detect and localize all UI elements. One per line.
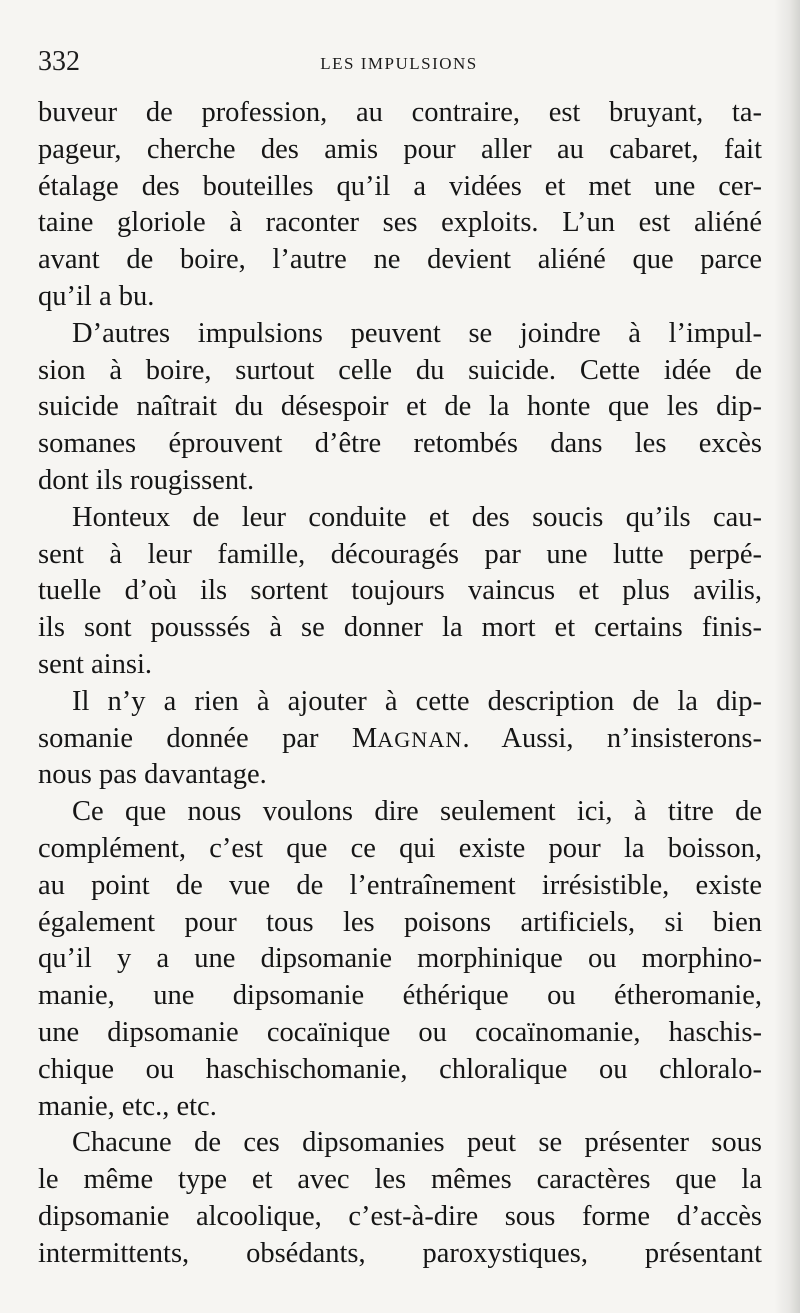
text-line: somanes éprouvent d’être retombés dans les excès bbox=[38, 428, 762, 460]
text-line: étalage des bouteilles qu’il a vidées et met une cer- bbox=[38, 170, 762, 202]
text-line-with-author bbox=[38, 721, 762, 758]
text-line: au point de vue de l’entraînement irrésistible, existe bbox=[38, 869, 762, 901]
text-line: complément, c’est que ce qui existe pour la boisson, bbox=[38, 832, 762, 864]
text-line: sent ainsi. bbox=[38, 648, 152, 680]
text-line: Il n’y a rien à ajouter à cette description de la dip- bbox=[72, 685, 762, 717]
text-line: chique ou haschischomanie, chloralique ou chloralo- bbox=[38, 1053, 762, 1085]
running-title: LES IMPULSIONS bbox=[320, 54, 478, 73]
text-line: le même type et avec les mêmes caractères que la bbox=[38, 1164, 762, 1196]
text-line: pageur, cherche des amis pour aller au cabaret, fait bbox=[38, 133, 762, 165]
text-line: une dipsomanie cocaïnique ou cocaïnomanie, haschis- bbox=[38, 1016, 762, 1048]
text-line: qu’il y a une dipsomanie morphinique ou morphino- bbox=[38, 943, 762, 975]
text-line: nous pas davantage. bbox=[38, 759, 267, 791]
text-line: Ce que nous voulons dire seulement ici, à titre de bbox=[72, 796, 762, 828]
author-name-smallcaps: AGNAN bbox=[377, 726, 463, 752]
text-line: dipsomanie alcoolique, c’est-à-dire sous forme d’accès bbox=[38, 1200, 762, 1232]
text-line: tuelle d’où ils sortent toujours vaincus et plus avilis, bbox=[38, 575, 762, 607]
text-line: avant de boire, l’autre ne devient aliéné que parce bbox=[38, 244, 762, 276]
page-edge-shadow bbox=[774, 0, 800, 1313]
text-fragment: . Aussi, n’insisterons- bbox=[462, 722, 762, 754]
author-name-initial: M bbox=[351, 722, 378, 754]
text-line: intermittents, obsédants, paroxystiques, présentant bbox=[38, 1237, 762, 1269]
text-line: D’autres impulsions peuvent se joindre à l’impul- bbox=[72, 317, 762, 349]
text-fragment: somanie donnée par bbox=[38, 722, 352, 754]
text-line: Chacune de ces dipsomanies peut se présenter sous bbox=[72, 1127, 762, 1159]
text-line: sion à boire, surtout celle du suicide. Cette idée de bbox=[38, 354, 762, 386]
text-line: sent à leur famille, découragés par une lutte perpé- bbox=[38, 538, 762, 570]
text-line: manie, une dipsomanie éthérique ou étheromanie, bbox=[38, 980, 762, 1012]
page-number: 332 bbox=[38, 46, 80, 77]
text-line: manie, etc., etc. bbox=[38, 1090, 217, 1122]
text-line: ils sont pousssés à se donner la mort et certains finis- bbox=[38, 612, 762, 644]
text-line: buveur de profession, au contraire, est bruyant, ta- bbox=[38, 97, 762, 128]
text-line: suicide naîtrait du désespoir et de la honte que les dip- bbox=[38, 391, 762, 423]
text-line: qu’il a bu. bbox=[38, 280, 155, 312]
text-line: taine gloriole à raconter ses exploits. L’un est aliéné bbox=[38, 207, 762, 239]
text-line: Honteux de leur conduite et des soucis qu’ils cau- bbox=[72, 501, 762, 533]
text-line: également pour tous les poisons artificiels, si bien bbox=[38, 906, 762, 938]
body-text bbox=[38, 95, 762, 1273]
text-line: dont ils rougissent. bbox=[38, 464, 255, 496]
running-header bbox=[38, 44, 760, 80]
